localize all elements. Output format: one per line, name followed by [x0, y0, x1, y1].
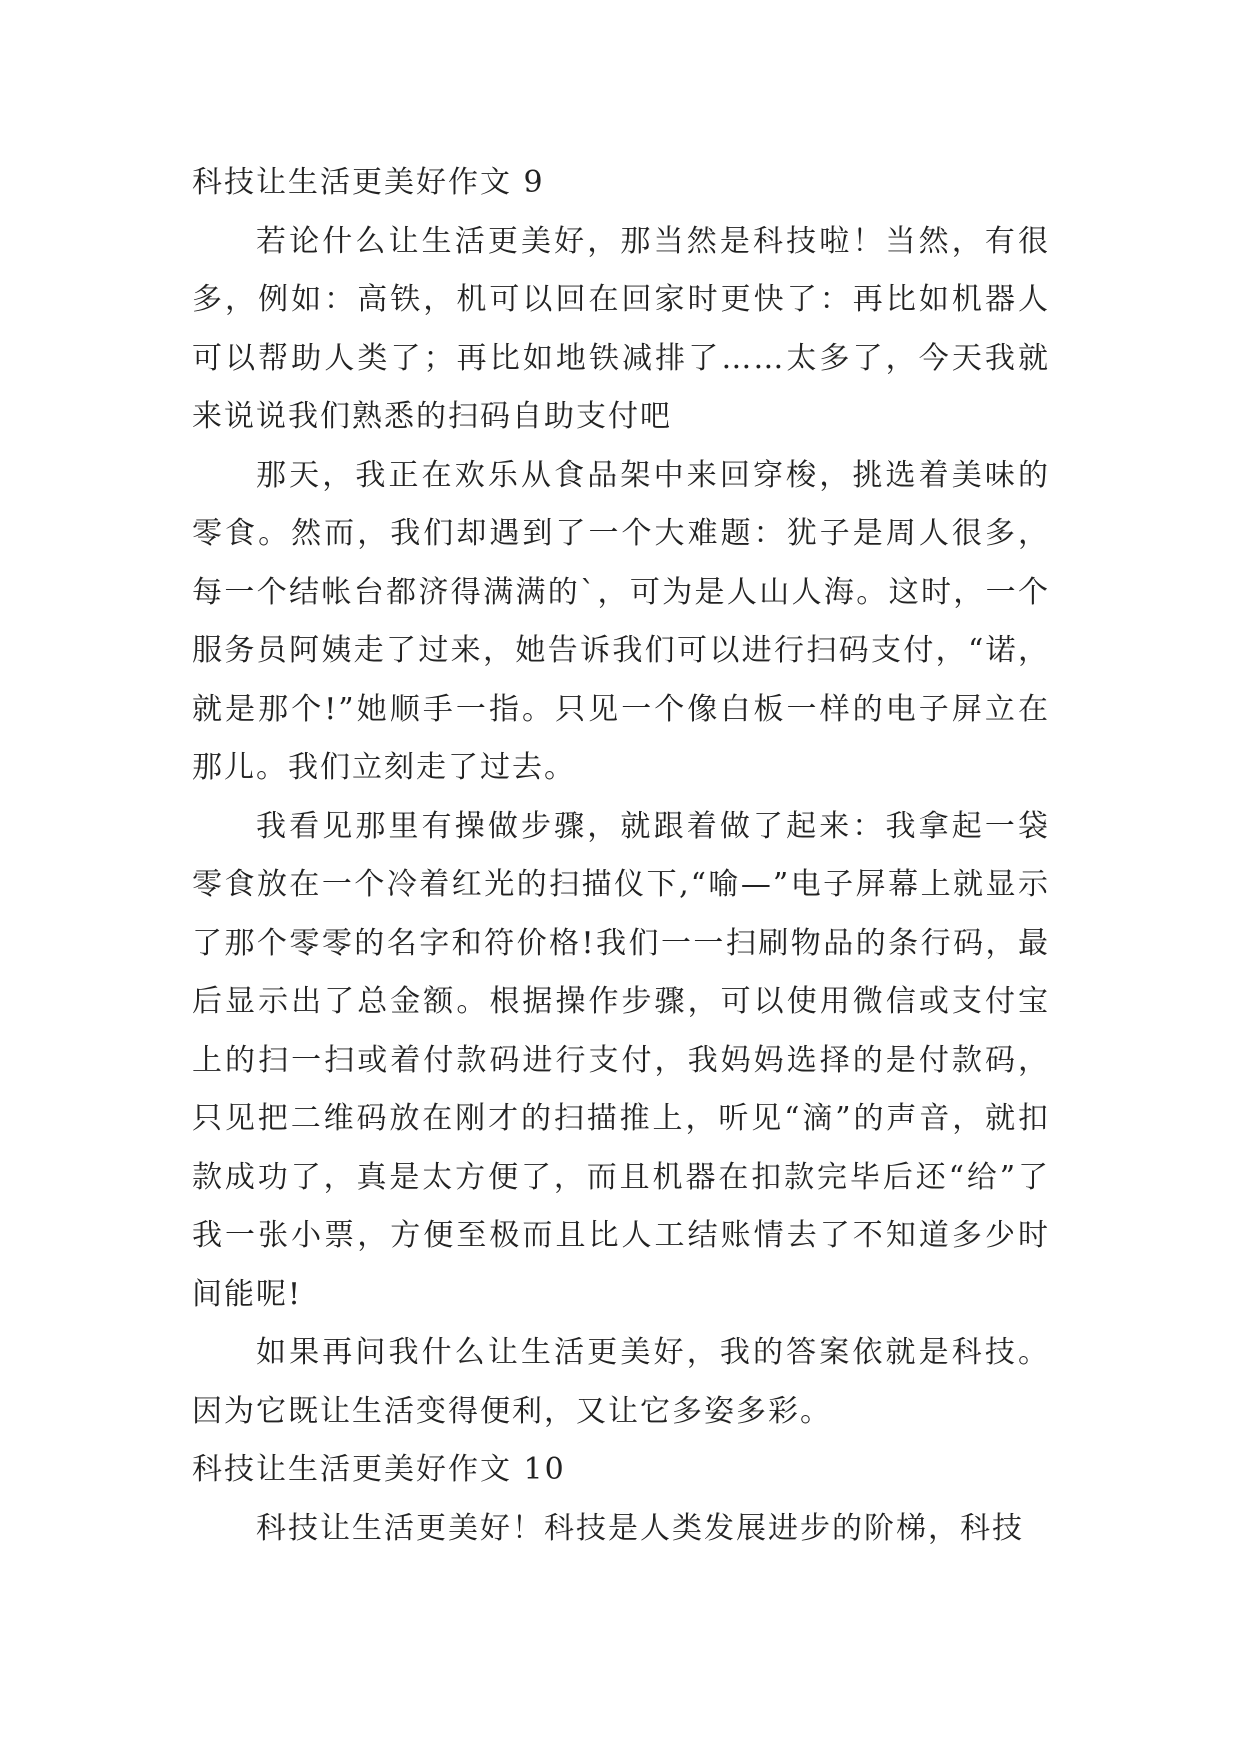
essay-9-paragraph-2: 那天，我正在欢乐从食品架中来回穿梭，挑选着美味的零食。然而，我们却遇到了一个大难题：犹子是周人很多，每一个结帐台都济得满满的`，可为是人山人海。这时，一个服务员阿姨走了过来，她告诉我们可以进行扫码支付，“诺，就是那个!”她顺手一指。只见一个像白板一样的电子屏立在那儿。我们立刻走了过去。: [192, 457, 1050, 785]
document-body: [192, 154, 1050, 1558]
essay-10-title: 科技让生活更美好作文 10: [192, 1452, 566, 1487]
essay-9-paragraph-1: 若论什么让生活更美好，那当然是科技啦！当然，有很多，例如：高铁，机可以回在回家时更快了：再比如机器人可以帮助人类了；再比如地铁减排了……太多了，今天我就来说说我们熟悉的扫码自助支付吧: [192, 223, 1050, 434]
essay-10-paragraph-1: 科技让生活更美好！科技是人类发展进步的阶梯，科技: [256, 1510, 1024, 1546]
essay-9-title: 科技让生活更美好作文 9: [192, 165, 545, 200]
essay-9-paragraph-4: 如果再问我什么让生活更美好，我的答案依就是科技。因为它既让生活变得便利，又让它多姿多彩。: [192, 1335, 1050, 1429]
essay-9-paragraph-3: 我看见那里有操做步骤，就跟着做了起来：我拿起一袋零食放在一个冷着红光的扫描仪下,“喻—”电子屏幕上就显示了那个零零的名字和符价格!我们一一扫刷物品的条行码，最后显示出了总金额。根据操作步骤，可以使用微信或支付宝上的扫一扫或着付款码进行支付，我妈妈选择的是付款码，只见把二维码放在刚才的扫描推上，听见“滴”的声音，就扣款成功了，真是太方便了，而且机器在扣款完毕后还“给”了我一张小票，方便至极而且比人工结账情去了不知道多少时间能呢!: [192, 808, 1050, 1312]
